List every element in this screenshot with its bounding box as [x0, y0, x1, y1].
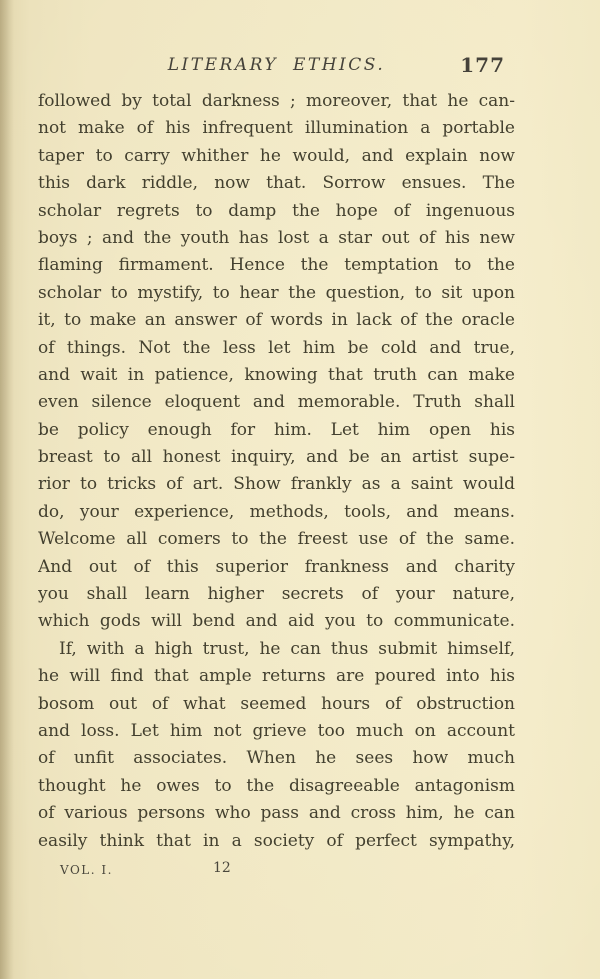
page-number: 177: [460, 53, 505, 77]
text-line: breast to all honest inquiry, and be an artist supe-: [38, 447, 515, 468]
text-line: scholar to mystify, to hear the question, to sit upon: [38, 282, 515, 303]
text-line: you shall learn higher secrets of your nature,: [38, 584, 515, 605]
page-footer: [38, 860, 515, 880]
signature-number: 12: [213, 860, 231, 876]
text-line: this dark riddle, now that. Sorrow ensues. The: [38, 173, 515, 194]
text-line: rior to tricks of art. Show frankly as a saint would: [38, 474, 515, 495]
text-line: it, to make an answer of words in lack of the oracle: [38, 310, 515, 331]
paragraph: [38, 636, 515, 855]
volume-label: VOL. I.: [60, 863, 113, 877]
running-head: [38, 55, 515, 79]
text-line: flaming firmament. Hence the temptation to the: [38, 255, 515, 276]
text-line: and loss. Let him not grieve too much on account: [38, 720, 515, 741]
text-line: of things. Not the less let him be cold and true,: [38, 337, 515, 358]
page-gutter-shadow: [0, 0, 14, 979]
text-line: not make of his infrequent illumination a portable: [38, 118, 515, 139]
text-line: bosom out of what seemed hours of obstruction: [38, 693, 515, 714]
text-line: If, with a high trust, he can thus submit himself,: [59, 638, 515, 659]
text-line: And out of this superior frankness and charity: [38, 556, 515, 577]
text-line: which gods will bend and aid you to communicate.: [38, 611, 515, 632]
paragraph: [38, 88, 515, 636]
text-line: taper to carry whither he would, and explain now: [38, 145, 515, 166]
running-title: LITERARY ETHICS.: [167, 55, 386, 75]
text-line: of various persons who pass and cross him, he can: [38, 803, 515, 824]
text-line: scholar regrets to damp the hope of ingenuous: [38, 200, 515, 221]
body-text: [38, 88, 515, 855]
text-line: and wait in patience, knowing that truth can make: [38, 364, 515, 385]
text-line: thought he owes to the disagreeable antagonism: [38, 775, 515, 796]
text-line: he will find that ample returns are poured into his: [38, 666, 515, 687]
text-line: boys ; and the youth has lost a star out of his new: [38, 227, 515, 248]
text-line: be policy enough for him. Let him open his: [38, 419, 515, 440]
text-line: even silence eloquent and memorable. Truth shall: [38, 392, 515, 413]
text-line: of unfit associates. When he sees how much: [38, 748, 515, 769]
text-line: do, your experience, methods, tools, and means.: [38, 501, 515, 522]
text-line: easily think that in a society of perfect sympathy,: [38, 830, 515, 851]
text-line: Welcome all comers to the freest use of the same.: [38, 529, 515, 550]
text-line: followed by total darkness ; moreover, that he can-: [38, 91, 515, 111]
